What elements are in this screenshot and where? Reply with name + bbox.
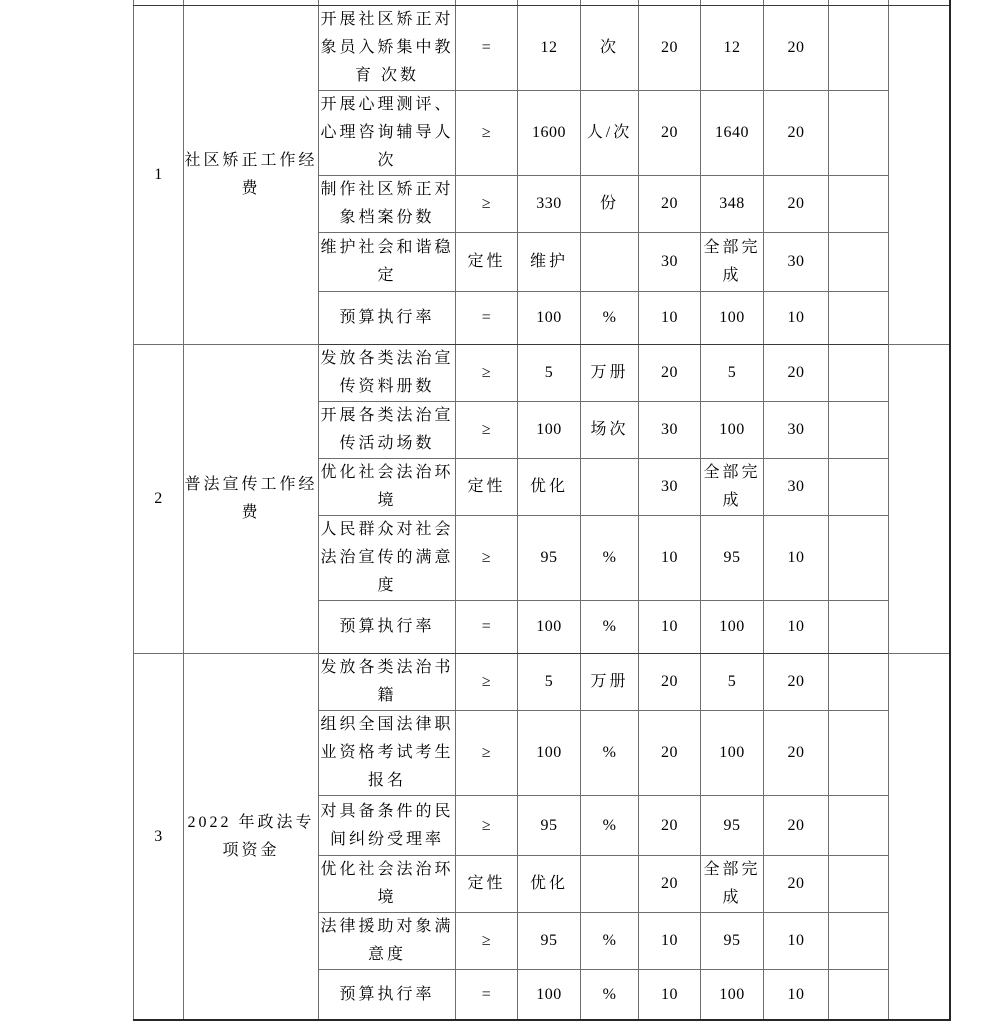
operator-cell: = [456, 6, 518, 91]
actual-value-cell: 100 [701, 402, 764, 459]
blank-cell [829, 796, 889, 856]
operator-cell: ≥ [456, 176, 518, 233]
indicator-row [134, 6, 950, 91]
actual-value-cell: 12 [701, 6, 764, 91]
target-value-cell: 12 [518, 6, 581, 91]
target-value-cell: 95 [518, 516, 581, 601]
actual-value-cell: 95 [701, 796, 764, 856]
actual-value-cell: 100 [701, 601, 764, 654]
target-value-cell: 维护 [518, 233, 581, 292]
serial-number-cell: 2 [134, 345, 184, 654]
weight-cell: 20 [639, 654, 701, 711]
actual-value-cell: 100 [701, 970, 764, 1021]
unit-cell: % [581, 970, 639, 1021]
unit-cell: % [581, 796, 639, 856]
unit-cell [581, 233, 639, 292]
weight-cell: 20 [639, 91, 701, 176]
target-value-cell: 优化 [518, 856, 581, 913]
project-name-cell: 社区矫正工作经费 [184, 6, 319, 345]
weight-cell: 10 [639, 970, 701, 1021]
target-value-cell: 100 [518, 601, 581, 654]
project-name-cell: 普法宣传工作经费 [184, 345, 319, 654]
target-value-cell: 330 [518, 176, 581, 233]
target-value-cell: 100 [518, 711, 581, 796]
target-value-cell: 1600 [518, 91, 581, 176]
unit-cell: % [581, 516, 639, 601]
unit-cell: 次 [581, 6, 639, 91]
blank-cell [829, 913, 889, 970]
actual-value-cell: 95 [701, 913, 764, 970]
operator-cell: = [456, 292, 518, 345]
blank-cell [829, 459, 889, 516]
blank-cell [829, 856, 889, 913]
target-value-cell: 5 [518, 345, 581, 402]
blank-cell [829, 711, 889, 796]
target-value-cell: 优化 [518, 459, 581, 516]
unit-cell: % [581, 711, 639, 796]
indicator-name-cell: 维护社会和谐稳定 [319, 233, 456, 292]
target-value-cell: 95 [518, 913, 581, 970]
performance-table [133, 0, 951, 1021]
project-name-cell: 2022 年政法专项资金 [184, 654, 319, 1021]
performance-table-body [134, 0, 950, 1020]
score-cell: 10 [764, 516, 829, 601]
unit-cell: % [581, 913, 639, 970]
score-cell: 30 [764, 233, 829, 292]
weight-cell: 20 [639, 176, 701, 233]
weight-cell: 20 [639, 856, 701, 913]
indicator-name-cell: 制作社区矫正对象档案份数 [319, 176, 456, 233]
serial-number-cell: 3 [134, 654, 184, 1021]
unit-cell: 万册 [581, 345, 639, 402]
unit-cell: 万册 [581, 654, 639, 711]
blank-cell [829, 402, 889, 459]
actual-value-cell: 5 [701, 654, 764, 711]
indicator-name-cell: 优化社会法治环境 [319, 459, 456, 516]
target-value-cell: 100 [518, 292, 581, 345]
actual-value-cell: 348 [701, 176, 764, 233]
score-cell: 10 [764, 913, 829, 970]
indicator-name-cell: 发放各类法治书籍 [319, 654, 456, 711]
score-cell: 20 [764, 654, 829, 711]
blank-cell [829, 970, 889, 1021]
target-value-cell: 95 [518, 796, 581, 856]
score-cell: 20 [764, 91, 829, 176]
remark-merged-cell [889, 6, 950, 345]
indicator-name-cell: 优化社会法治环境 [319, 856, 456, 913]
operator-cell: 定性 [456, 459, 518, 516]
weight-cell: 30 [639, 459, 701, 516]
indicator-name-cell: 人民群众对社会法治宣传的满意度 [319, 516, 456, 601]
score-cell: 20 [764, 711, 829, 796]
remark-merged-cell [889, 345, 950, 654]
actual-value-cell: 全部完成 [701, 233, 764, 292]
score-cell: 10 [764, 601, 829, 654]
blank-cell [829, 6, 889, 91]
indicator-name-cell: 对具备条件的民间纠纷受理率 [319, 796, 456, 856]
operator-cell: = [456, 970, 518, 1021]
unit-cell [581, 856, 639, 913]
blank-cell [829, 233, 889, 292]
weight-cell: 20 [639, 345, 701, 402]
target-value-cell: 5 [518, 654, 581, 711]
score-cell: 30 [764, 459, 829, 516]
blank-cell [829, 176, 889, 233]
unit-cell: 人/次 [581, 91, 639, 176]
unit-cell: % [581, 292, 639, 345]
weight-cell: 20 [639, 711, 701, 796]
operator-cell: ≥ [456, 516, 518, 601]
weight-cell: 30 [639, 233, 701, 292]
unit-cell: 份 [581, 176, 639, 233]
weight-cell: 10 [639, 292, 701, 345]
blank-cell [829, 91, 889, 176]
blank-cell [829, 292, 889, 345]
score-cell: 20 [764, 796, 829, 856]
blank-cell [829, 654, 889, 711]
unit-cell [581, 459, 639, 516]
score-cell: 10 [764, 292, 829, 345]
actual-value-cell: 100 [701, 711, 764, 796]
weight-cell: 30 [639, 402, 701, 459]
score-cell: 10 [764, 970, 829, 1021]
actual-value-cell: 1640 [701, 91, 764, 176]
blank-cell [829, 345, 889, 402]
score-cell: 20 [764, 176, 829, 233]
actual-value-cell: 100 [701, 292, 764, 345]
operator-cell: 定性 [456, 233, 518, 292]
indicator-row [134, 345, 950, 402]
target-value-cell: 100 [518, 970, 581, 1021]
actual-value-cell: 全部完成 [701, 856, 764, 913]
operator-cell: = [456, 601, 518, 654]
score-cell: 20 [764, 6, 829, 91]
operator-cell: ≥ [456, 402, 518, 459]
unit-cell: 场次 [581, 402, 639, 459]
indicator-name-cell: 发放各类法治宣传资料册数 [319, 345, 456, 402]
actual-value-cell: 全部完成 [701, 459, 764, 516]
score-cell: 20 [764, 856, 829, 913]
operator-cell: ≥ [456, 91, 518, 176]
actual-value-cell: 95 [701, 516, 764, 601]
blank-cell [829, 516, 889, 601]
score-cell: 30 [764, 402, 829, 459]
indicator-row [134, 654, 950, 711]
remark-merged-cell [889, 654, 950, 1021]
indicator-name-cell: 开展社区矫正对象员入矫集中教育 次数 [319, 6, 456, 91]
score-cell: 20 [764, 345, 829, 402]
weight-cell: 20 [639, 796, 701, 856]
weight-cell: 10 [639, 601, 701, 654]
indicator-name-cell: 开展各类法治宣传活动场数 [319, 402, 456, 459]
target-value-cell: 100 [518, 402, 581, 459]
weight-cell: 10 [639, 913, 701, 970]
actual-value-cell: 5 [701, 345, 764, 402]
indicator-name-cell: 开展心理测评、心理咨询辅导人次 [319, 91, 456, 176]
operator-cell: ≥ [456, 913, 518, 970]
operator-cell: ≥ [456, 711, 518, 796]
indicator-name-cell: 预算执行率 [319, 970, 456, 1021]
operator-cell: ≥ [456, 654, 518, 711]
indicator-name-cell: 预算执行率 [319, 601, 456, 654]
weight-cell: 20 [639, 6, 701, 91]
blank-cell [829, 601, 889, 654]
weight-cell: 10 [639, 516, 701, 601]
operator-cell: 定性 [456, 856, 518, 913]
indicator-name-cell: 组织全国法律职业资格考试考生报名 [319, 711, 456, 796]
serial-number-cell: 1 [134, 6, 184, 345]
indicator-name-cell: 预算执行率 [319, 292, 456, 345]
indicator-name-cell: 法律援助对象满意度 [319, 913, 456, 970]
operator-cell: ≥ [456, 796, 518, 856]
unit-cell: % [581, 601, 639, 654]
operator-cell: ≥ [456, 345, 518, 402]
